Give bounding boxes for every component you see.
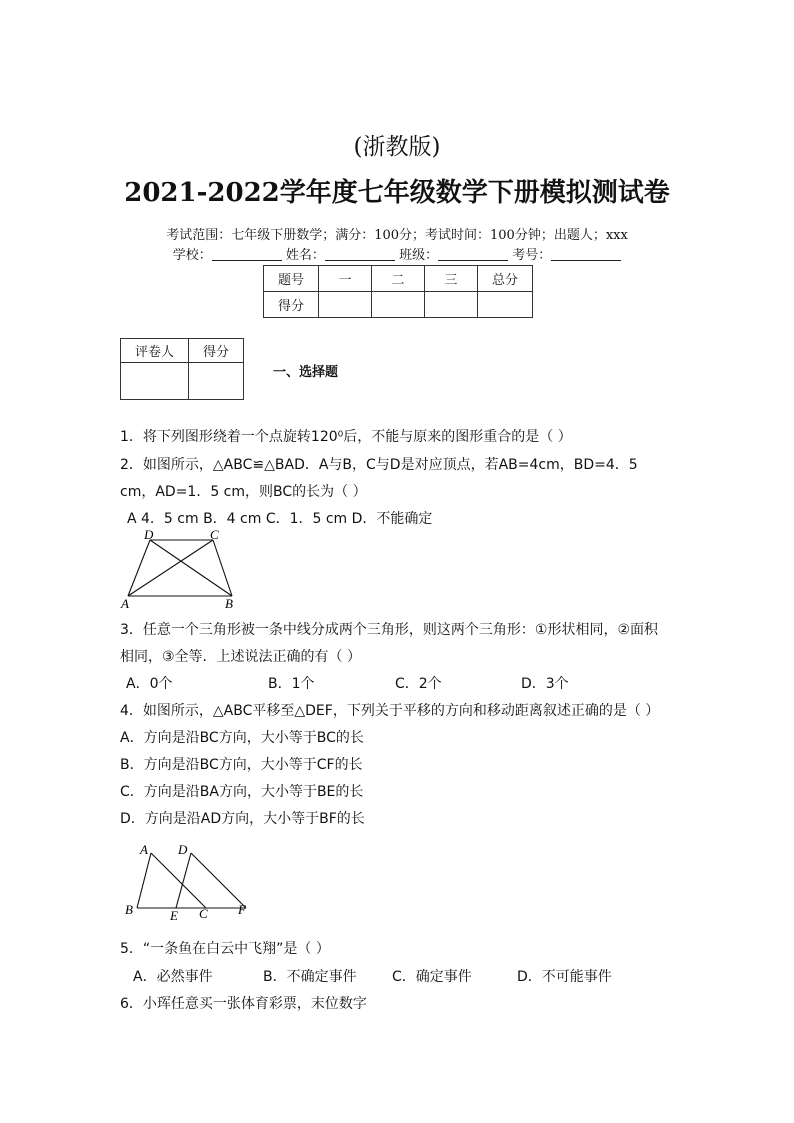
- question-1: 1．将下列图形绕着一个点旋转120⁰后，不能与原来的图形重合的是（ ）: [120, 429, 572, 445]
- question-2-options: A 4．5 cm B．4 cm C．1．5 cm D．不能确定: [127, 511, 433, 527]
- question-4-stem: 4．如图所示，△ABC平移至△DEF，下列关于平移的方向和移动距离叙述正确的是（ ）: [120, 703, 660, 719]
- class-blank[interactable]: [438, 246, 508, 261]
- exam-no-label: 考号：: [512, 248, 552, 263]
- section-title: 一、选择题: [273, 365, 339, 380]
- q5-option-b[interactable]: B．不确定事件: [263, 969, 357, 985]
- segment-da: [128, 540, 150, 596]
- segment-cb: [213, 540, 232, 596]
- q5-option-d[interactable]: D．不可能事件: [517, 969, 612, 985]
- class-label: 班级：: [399, 248, 439, 263]
- score-header-cell: 题号: [264, 266, 319, 292]
- question-2-line2: cm，AD=1．5 cm，则BC的长为（ ）: [120, 484, 367, 500]
- fig1-label-b: B: [225, 596, 233, 611]
- q4-option-b[interactable]: B．方向是沿BC方向，大小等于CF的长: [120, 757, 363, 773]
- q4-option-c[interactable]: C．方向是沿BA方向，大小等于BE的长: [120, 784, 364, 800]
- fig2-label-d: D: [178, 842, 188, 857]
- q3-option-c[interactable]: C．2个: [395, 676, 442, 692]
- question-6-stem: 6．小珲任意买一张体育彩票，末位数字: [120, 996, 367, 1012]
- grader-input-row: [121, 363, 244, 400]
- grader-header-cell: 得分: [189, 339, 244, 363]
- student-fields: [0, 244, 794, 263]
- grader-cell[interactable]: [121, 363, 189, 400]
- q5-option-a[interactable]: A．必然事件: [133, 969, 213, 985]
- score-header-cell: 三: [425, 266, 478, 292]
- exam-title: 2021-2022学年度七年级数学下册模拟测试卷: [124, 178, 670, 208]
- score-table-score-row: [264, 292, 533, 318]
- score-cell[interactable]: [372, 292, 425, 318]
- q3-option-b[interactable]: B．1个: [268, 676, 315, 692]
- school-blank[interactable]: [212, 246, 282, 261]
- grader-score-cell[interactable]: [189, 363, 244, 400]
- score-cell[interactable]: [425, 292, 478, 318]
- q5-option-c[interactable]: C．确定事件: [392, 969, 472, 985]
- school-label: 学校：: [172, 248, 212, 263]
- fig2-label-a: A: [140, 842, 148, 857]
- fig1-label-d: D: [144, 528, 154, 542]
- score-header-cell: 总分: [478, 266, 533, 292]
- q3-option-a[interactable]: A．0个: [126, 676, 173, 692]
- segment-df: [191, 853, 246, 908]
- fig2-label-e: E: [170, 908, 178, 923]
- triangle-figure-1: [118, 528, 248, 612]
- question-5-options: [133, 966, 612, 986]
- name-blank[interactable]: [325, 246, 395, 261]
- grader-header-row: [121, 339, 244, 363]
- question-3-options: [126, 673, 569, 693]
- name-label: 姓名：: [285, 248, 325, 263]
- segment-db: [150, 540, 232, 596]
- question-2-line1: 2．如图所示，△ABC≌△BAD．A与B，C与D是对应顶点，若AB=4cm，BD=4．5: [120, 457, 638, 473]
- score-row-label: 得分: [264, 292, 319, 318]
- question-3-line2: 相同，③全等．上述说法正确的有（ ）: [120, 649, 361, 665]
- question-3-line1: 3．任意一个三角形被一条中线分成两个三角形，则这两个三角形：①形状相同，②面积: [120, 622, 659, 638]
- q3-option-d[interactable]: D．3个: [521, 676, 569, 692]
- score-table-header-row: [264, 266, 533, 292]
- score-cell[interactable]: [319, 292, 372, 318]
- score-header-cell: 一: [319, 266, 372, 292]
- exam-info: 考试范围：七年级下册数学；满分：100分；考试时间：100分钟；出题人；xxx: [166, 228, 628, 243]
- exam-no-blank[interactable]: [551, 246, 621, 261]
- score-cell[interactable]: [478, 292, 533, 318]
- exam-subtitle: (浙教版): [353, 134, 441, 160]
- fig1-label-c: C: [210, 528, 219, 542]
- fig2-label-c: C: [199, 906, 208, 921]
- score-header-cell: 二: [372, 266, 425, 292]
- grader-table: [120, 338, 244, 400]
- score-table: [263, 265, 533, 318]
- grader-header-cell: 评卷人: [121, 339, 189, 363]
- segment-ab: [137, 853, 151, 908]
- segment-ca: [128, 540, 213, 596]
- q4-option-d[interactable]: D．方向是沿AD方向，大小等于BF的长: [120, 811, 365, 827]
- fig2-label-b: B: [125, 902, 133, 917]
- q4-option-a[interactable]: A．方向是沿BC方向，大小等于BC的长: [120, 730, 364, 746]
- fig2-label-f: F: [238, 902, 246, 917]
- translation-figure: [120, 838, 260, 924]
- fig1-label-a: A: [121, 596, 129, 611]
- question-5-stem: 5．“一条鱼在白云中飞翔”是（ ）: [120, 941, 330, 957]
